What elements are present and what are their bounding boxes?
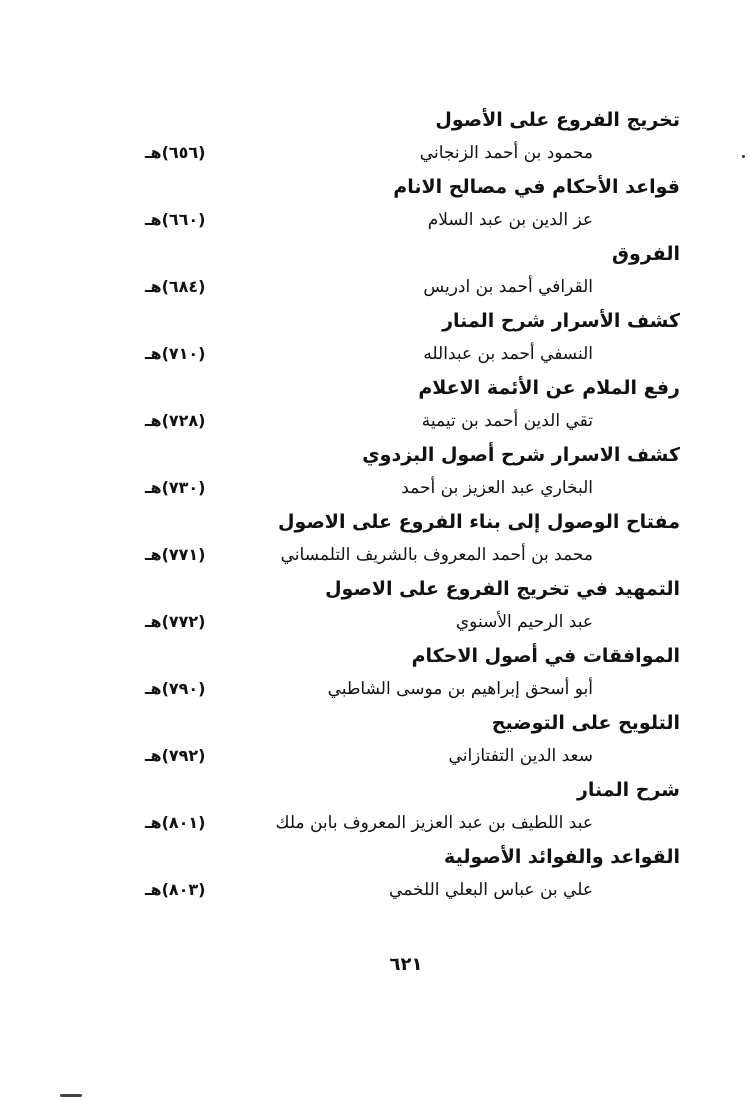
bibliography-entry	[0, 439, 748, 506]
book-title: كشف الاسرار شرح أصول البزدوي	[362, 444, 680, 466]
author-name: محمد بن أحمد المعروف بالشريف التلمساني	[280, 545, 593, 565]
book-title: التلويح على التوضيح	[491, 712, 680, 734]
death-date: (٧١٠)هـ	[145, 344, 206, 363]
bibliography-entry	[0, 573, 748, 640]
bibliography-entry	[0, 841, 748, 908]
author-name: محمود بن أحمد الزنجاني	[419, 143, 593, 163]
death-date: (٦٨٤)هـ	[145, 277, 206, 296]
death-date: (٨٠٣)هـ	[145, 880, 206, 899]
scan-smudge	[60, 1094, 82, 1097]
author-name: البخاري عبد العزيز بن أحمد	[401, 478, 593, 498]
bibliography-entry	[0, 372, 748, 439]
bibliography-entry	[0, 707, 748, 774]
bibliography-entry	[0, 104, 748, 171]
death-date: (٧٣٠)هـ	[145, 478, 206, 497]
death-date: (٧٩٢)هـ	[145, 746, 206, 765]
author-name: النسفي أحمد بن عبدالله	[423, 344, 593, 364]
book-title: التمهيد في تخريج الفروع على الاصول	[325, 578, 680, 600]
author-name: القرافي أحمد بن ادريس	[423, 277, 593, 297]
book-title: رفع الملام عن الأئمة الاعلام	[418, 377, 680, 399]
death-date: (٧٢٨)هـ	[145, 411, 206, 430]
bibliography-list	[0, 104, 748, 908]
author-name: أبو أسحق إبراهيم بن موسى الشاطبي	[327, 679, 593, 699]
author-name: علي بن عباس البعلي اللخمي	[389, 880, 593, 900]
page-number: ٦٢١	[389, 954, 423, 975]
bibliography-entry	[0, 171, 748, 238]
death-date: (٧٧٢)هـ	[145, 612, 206, 631]
author-name: سعد الدين التفتازاني	[448, 746, 593, 766]
author-name: عبد اللطيف بن عبد العزيز المعروف بابن ملك	[275, 813, 593, 833]
book-title: مفتاح الوصول إلى بناء الفروع على الاصول	[278, 511, 680, 533]
death-date: (٦٥٦)هـ	[145, 143, 206, 162]
book-title: كشف الأسرار شرح المنار	[442, 310, 680, 332]
book-title: قواعد الأحكام في مصالح الانام	[393, 176, 680, 198]
author-name: عبد الرحيم الأسنوي	[455, 612, 593, 632]
death-date: (٨٠١)هـ	[145, 813, 206, 832]
book-title: الموافقات في أصول الاحكام	[411, 645, 680, 667]
bibliography-entry	[0, 774, 748, 841]
death-date: (٧٩٠)هـ	[145, 679, 206, 698]
death-date: (٧٧١)هـ	[145, 545, 206, 564]
author-name: عز الدين بن عبد السلام	[427, 210, 593, 230]
bibliography-entry	[0, 238, 748, 305]
bibliography-entry	[0, 640, 748, 707]
book-title: القواعد والفوائد الأصولية	[444, 846, 680, 868]
bibliography-entry	[0, 506, 748, 573]
death-date: (٦٦٠)هـ	[145, 210, 206, 229]
bibliography-entry	[0, 305, 748, 372]
book-title: شرح المنار	[576, 779, 680, 801]
author-name: تقي الدين أحمد بن تيمية	[421, 411, 593, 431]
book-title: تخريج الفروع على الأصول	[435, 109, 680, 131]
book-title: الفروق	[612, 243, 680, 265]
